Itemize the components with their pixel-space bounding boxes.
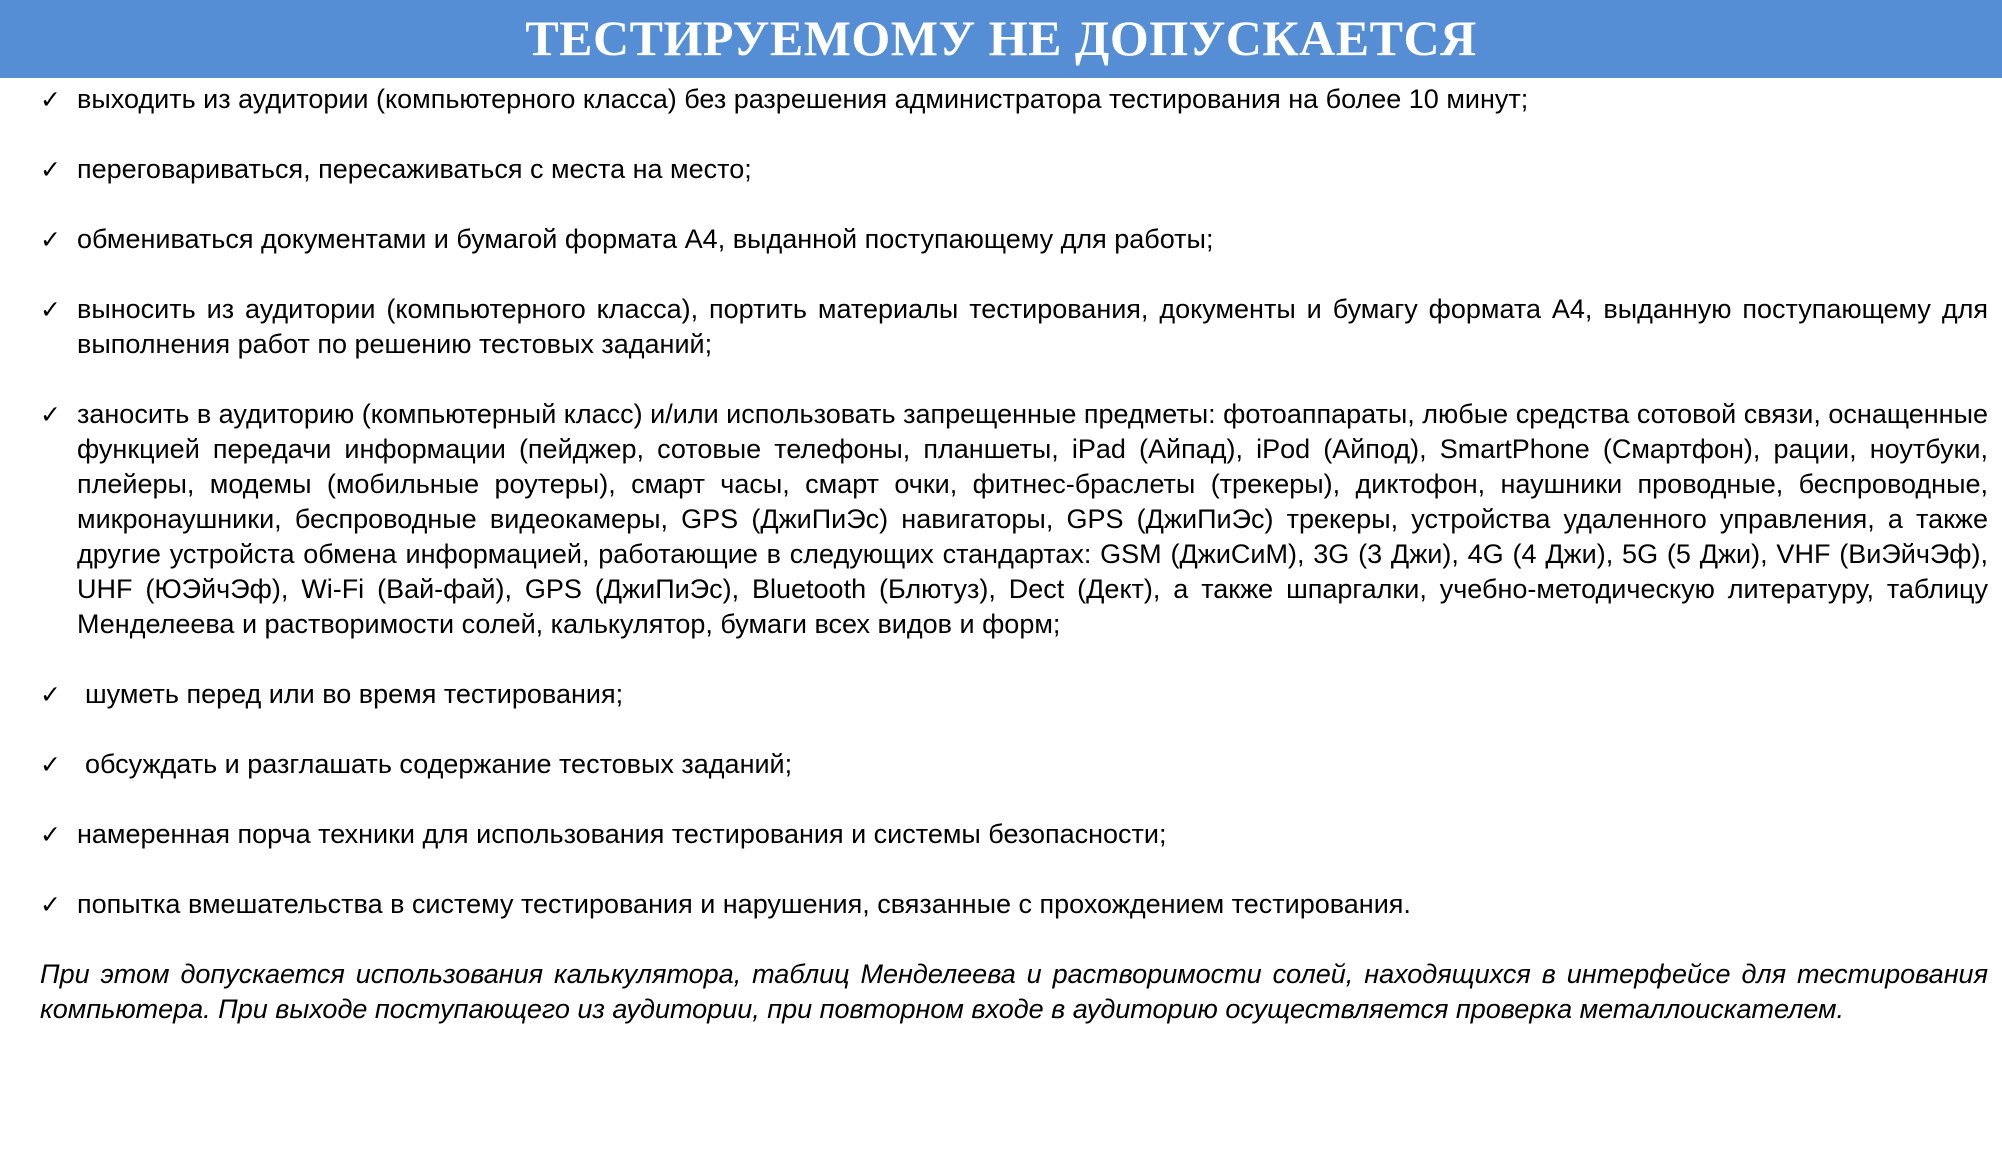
- rule-text: выходить из аудитории (компьютерного класса) без разрешения администратора тестирования на более 10 минут;: [77, 84, 1529, 114]
- check-icon: ✓: [40, 890, 61, 919]
- rules-content: [40, 82, 1988, 1027]
- rule-text: заносить в аудиторию (компьютерный класс) и/или использовать запрещенные предметы: фотоаппараты, любые средства сотовой связи, оснащенные функцией передачи информации (пейджер, сотовые телефоны, планшеты, iPad (Айпад), iPod (Айпод), SmartPhone (Смартфон), рации, ноутбуки, плейеры, модемы (мобильные роутеры), смарт часы, смарт очки, фитнес-браслеты (трекеры), диктофон, наушники проводные, беспроводные, микронаушники, беспроводные видеокамеры, GPS (ДжиПиЭс) навигаторы, GPS (ДжиПиЭс) трекеры, устройства удаленного управления, а также другие устройста обмена информацией, работающие в следующих стандартах: GSM (ДжиСиМ), 3G (3 Джи), 4G (4 Джи), 5G (5 Джи), VHF (ВиЭйчЭф), UHF (ЮЭйчЭф), Wi-Fi (Вай-фай), GPS (ДжиПиЭс), Bluetooth (Блютуз), Dect (Дект), а также шпаргалки, учебно-методическую литературу, таблицу Менделеева и растворимости солей, калькулятор, бумаги всех видов и форм;: [77, 399, 1989, 639]
- rule-text: намеренная порча техники для использования тестирования и системы безопасности;: [77, 819, 1167, 849]
- title-bar: [0, 0, 2002, 78]
- rule-text: попытка вмешательства в систему тестирования и нарушения, связанные с прохождением тестирования.: [77, 889, 1411, 919]
- rule-item: [40, 747, 1988, 782]
- check-icon: ✓: [40, 750, 61, 779]
- rule-item: [40, 82, 1988, 117]
- rule-item: [40, 677, 1988, 712]
- check-icon: ✓: [40, 400, 61, 429]
- page-title: ТЕСТИРУЕМОМУ НЕ ДОПУСКАЕТСЯ: [525, 10, 1477, 66]
- rule-text: обсуждать и разглашать содержание тестовых заданий;: [85, 749, 793, 779]
- rule-item: [40, 222, 1988, 257]
- check-icon: ✓: [40, 155, 61, 184]
- rule-item: [40, 817, 1988, 852]
- check-icon: ✓: [40, 225, 61, 254]
- rule-text: выносить из аудитории (компьютерного класса), портить материалы тестирования, документы и бумагу формата А4, выданную поступающему для выполнения работ по решению тестовых заданий;: [77, 294, 1988, 359]
- rule-text: обмениваться документами и бумагой формата А4, выданной поступающему для работы;: [77, 224, 1214, 254]
- check-icon: ✓: [40, 820, 61, 849]
- rules-list: [40, 82, 1988, 922]
- check-icon: ✓: [40, 295, 61, 324]
- rule-text: шуметь перед или во время тестирования;: [85, 679, 624, 709]
- footnote-text: При этом допускается использования калькулятора, таблиц Менделеева и растворимости солей, находящихся в интерфейсе для тестирования компьютера. При выходе поступающего из аудитории, при повторном входе в аудиторию осуществляется проверка металлоискателем.: [40, 959, 1988, 1024]
- rule-item: [40, 887, 1988, 922]
- check-icon: ✓: [40, 85, 61, 114]
- rule-text: переговариваться, пересаживаться с места на место;: [77, 154, 752, 184]
- rule-item: [40, 292, 1988, 362]
- rule-item: [40, 152, 1988, 187]
- rule-item: [40, 397, 1988, 642]
- check-icon: ✓: [40, 680, 61, 709]
